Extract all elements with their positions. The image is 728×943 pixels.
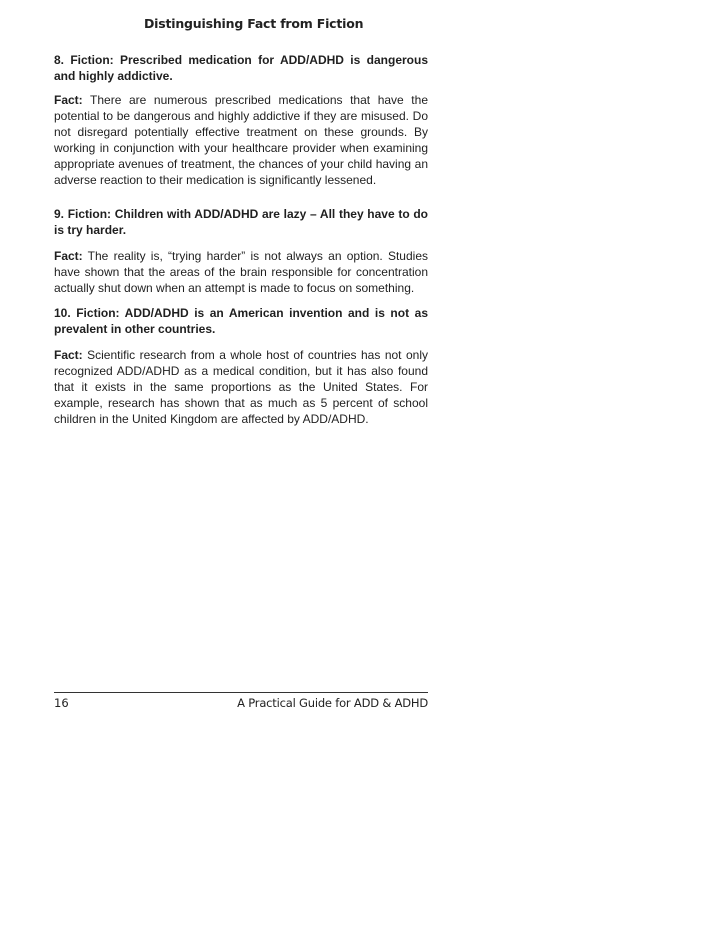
fact-label: Fact: [54, 249, 83, 263]
fact-paragraph-8 [54, 92, 428, 188]
running-head: Distinguishing Fact from Fiction [144, 16, 364, 31]
fact-paragraph-9 [54, 248, 428, 296]
fact-paragraph-10 [54, 347, 428, 427]
fact-text: The reality is, “trying harder” is not always an option. Studies have shown that the areas of the brain responsible for concentration actually shut down when an attempt is made to focus on something. [54, 249, 428, 295]
page-number: 16 [54, 696, 69, 710]
footer-book-title: A Practical Guide for ADD & ADHD [237, 696, 428, 710]
fiction-heading-9: 9. Fiction: Children with ADD/ADHD are lazy – All they have to do is try harder. [54, 207, 428, 237]
footer-rule [54, 692, 428, 693]
fact-label: Fact: [54, 348, 83, 362]
fact-text: There are numerous prescribed medications that have the potential to be dangerous and highly addictive if they are misused. Do not disregard potentially effective treatment on these grounds. By working in conjunction with your healthcare provider when examining appropriate avenues of treatment, the chances of your child having an adverse reaction to their medication is significantly lessened. [54, 93, 428, 187]
fiction-heading-8: 8. Fiction: Prescribed medication for ADD/ADHD is dangerous and highly addictive. [54, 53, 428, 83]
fiction-heading-10: 10. Fiction: ADD/ADHD is an American invention and is not as prevalent in other countries. [54, 306, 428, 336]
fact-text: Scientific research from a whole host of countries has not only recognized ADD/ADHD as a medical condition, but it has also found that it exists in the same proportions as the United States. For example, research has shown that as much as 5 percent of school children in the United Kingdom are affected by ADD/ADHD. [54, 348, 428, 426]
fact-label: Fact: [54, 93, 83, 107]
